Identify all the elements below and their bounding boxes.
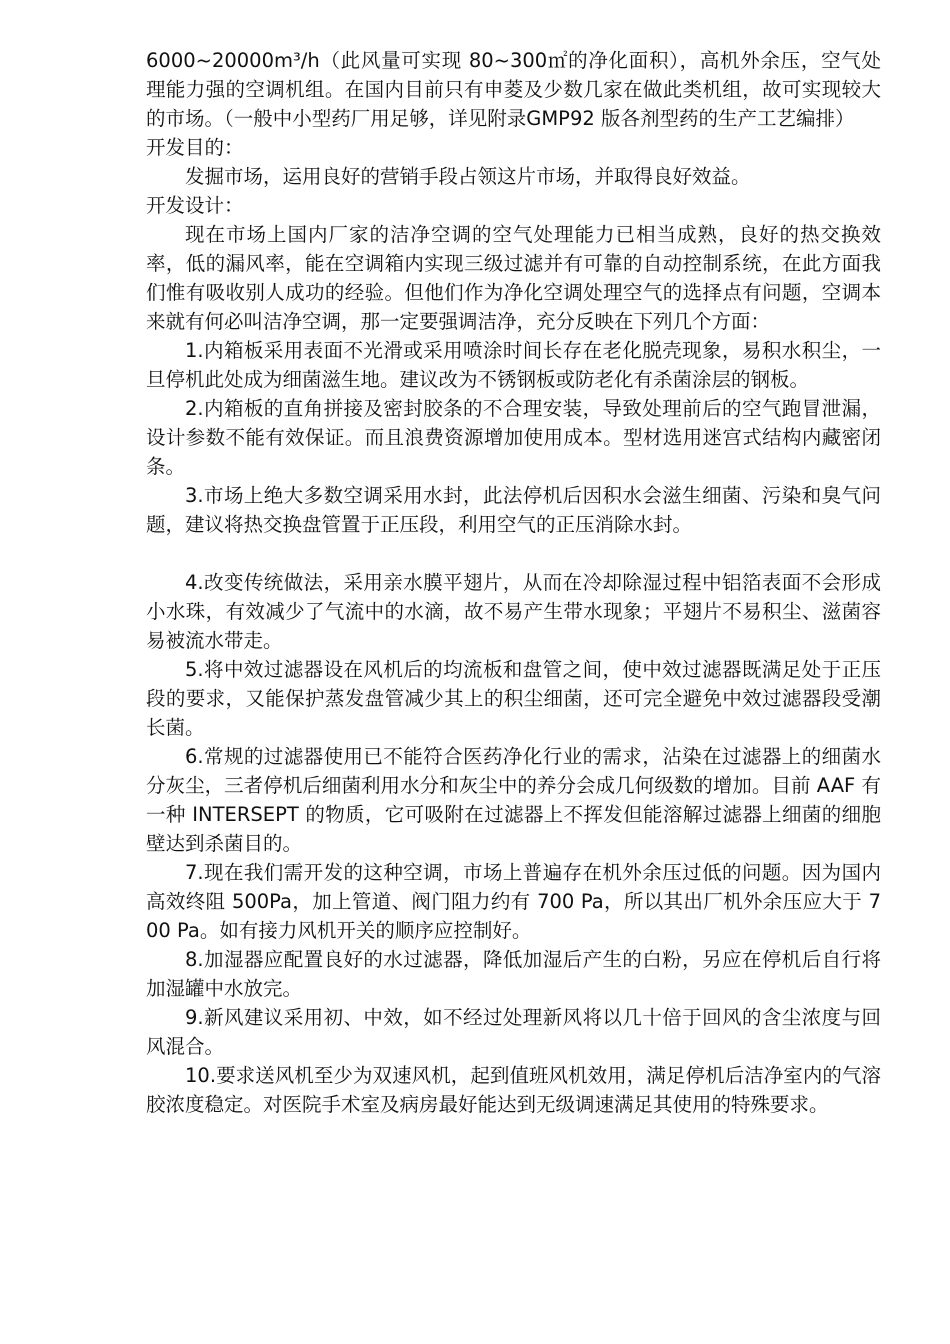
intro-paragraph: 6000~20000m³/h（此风量可实现 80~300㎡的净化面积），高机外余压，空气处理能力强的空调机组。在国内目前只有申菱及少数几家在做此类机组，故可实现较大的市场。（一般中小型药厂用足够，详见附录GMP92 版各剂型药的生产工艺编排）	[146, 49, 881, 130]
list-item: 4.改变传统做法，采用亲水膜平翅片，从而在冷却除湿过程中铝箔表面不会形成小水珠，有效减少了气流中的水滴，故不易产生带水现象；平翅片不易积尘、滋菌容易被流水带走。	[146, 571, 881, 652]
list-item: 3.市场上绝大多数空调采用水封，此法停机后因积水会滋生细菌、污染和臭气问题，建议将热交换盘管置于正压段，利用空气的正压消除水封。	[146, 484, 881, 536]
list-item: 9.新风建议采用初、中效，如不经过处理新风将以几十倍于回风的含尘浓度与回风混合。	[146, 1006, 881, 1058]
list-item: 5.将中效过滤器设在风机后的均流板和盘管之间，使中效过滤器既满足处于正压段的要求，又能保护蒸发盘管减少其上的积尘细菌，还可完全避免中效过滤器段受潮长菌。	[146, 658, 881, 739]
list-item: 10.要求送风机至少为双速风机，起到值班风机效用，满足停机后洁净室内的气溶胶浓度稳定。对医院手术室及病房最好能达到无级调速满足其使用的特殊要求。	[146, 1064, 881, 1116]
list-item: 2.内箱板的直角拼接及密封胶条的不合理安装，导致处理前后的空气跑冒泄漏，设计参数不能有效保证。而且浪费资源增加使用成本。型材选用迷宫式结构内藏密闭条。	[146, 397, 881, 478]
purpose-text: 发掘市场，运用良好的营销手段占领这片市场，并取得良好效益。	[185, 165, 751, 188]
list-item: 1.内箱板采用表面不光滑或采用喷涂时间长存在老化脱壳现象，易积水积尘，一旦停机此处成为细菌滋生地。建议改为不锈钢板或防老化有杀菌涂层的钢板。	[146, 339, 881, 391]
document-page	[146, 46, 881, 1119]
design-heading: 开发设计：	[146, 194, 244, 217]
purpose-heading: 开发目的：	[146, 136, 244, 159]
list-item: 8.加湿器应配置良好的水过滤器，降低加湿后产生的白粉，另应在停机后自行将加湿罐中水放完。	[146, 948, 881, 1000]
list-item: 7.现在我们需开发的这种空调，市场上普遍存在机外余压过低的问题。因为国内高效终阻 500Pa，加上管道、阀门阻力约有 700 Pa，所以其出厂机外余压应大于 700 Pa。如有接力风机开关的顺序应控制好。	[146, 861, 881, 942]
list-item: 6.常规的过滤器使用已不能符合医药净化行业的需求，沾染在过滤器上的细菌水分灰尘，三者停机后细菌利用水分和灰尘中的养分会成几何级数的增加。目前 AAF 有一种 INTERSEPT 的物质，它可吸附在过滤器上不挥发但能溶解过滤器上细菌的细胞壁达到杀菌目的。	[146, 745, 881, 855]
blank-line	[146, 539, 881, 568]
design-intro: 现在市场上国内厂家的洁净空调的空气处理能力已相当成熟，良好的热交换效率，低的漏风率，能在空调箱内实现三级过滤并有可靠的自动控制系统，在此方面我们惟有吸收别人成功的经验。但他们作为净化空调处理空气的选择点有问题，空调本来就有何必叫洁净空调，那一定要强调洁净，充分反映在下列几个方面：	[146, 223, 881, 333]
